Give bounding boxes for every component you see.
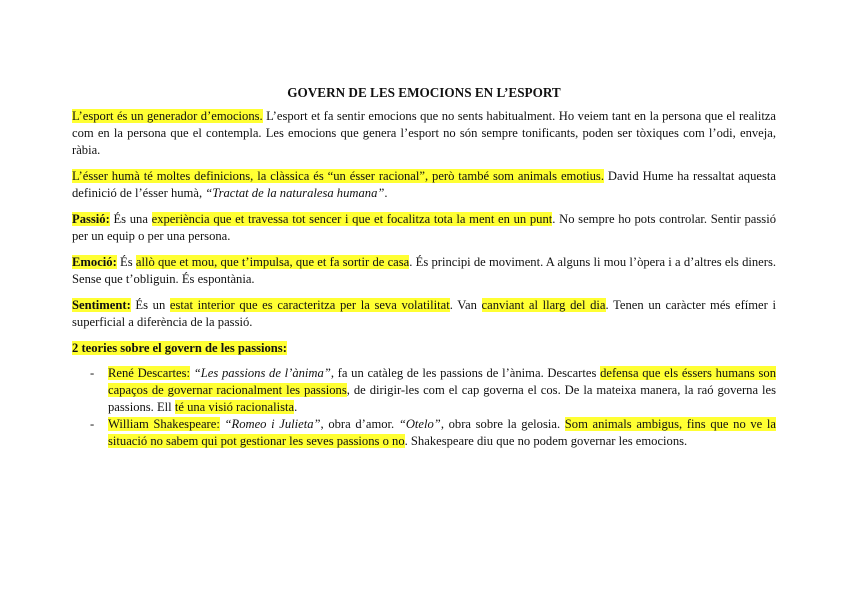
highlight: experiència que et travessa tot sencer i que et focalitza tota la ment en un punt (151, 212, 553, 226)
author-name: René Descartes: (108, 366, 191, 380)
text: . És principi de moviment. A alguns li mou l’òpera i a d’altres els diners. Sense que t’obliguin. És espontània. (72, 255, 777, 286)
term-emocio: Emoció: (72, 255, 117, 269)
author-name: William Shakespeare: (108, 417, 220, 431)
paragraph-sentiment (72, 297, 776, 331)
highlight: L’esport és un generador d’emocions. (72, 109, 263, 123)
text: És (116, 255, 136, 269)
highlight: Som animals ambigus, fins que no ve la situació no sabem qui pot gestionar les seves passions o no (108, 417, 776, 448)
paragraph-esser-huma (72, 168, 776, 202)
theories-list (72, 365, 776, 450)
text: L’esport et fa sentir emocions que no sents habitualment. Ho veiem tant en la persona que el realitza com en la persona que el contempla. Les emocions que genera l’esport no són sempre tonificants, poden ser tòxiques com l’odi, enveja, ràbia. (72, 109, 776, 157)
text: , obra d’amor. (320, 417, 399, 431)
highlight: canviant al llarg del dia (481, 298, 606, 312)
paragraph-passio (72, 211, 776, 245)
list-item-descartes (108, 365, 776, 416)
term-passio: Passió: (72, 212, 110, 226)
text: . Van (449, 298, 482, 312)
paragraph-esport (72, 108, 776, 159)
text: És un (130, 298, 170, 312)
theories-heading-text: 2 teories sobre el govern de les passions: (72, 341, 287, 355)
highlight: allò que et mou, que t’impulsa, que et fa sortir de casa (135, 255, 410, 269)
theories-heading (72, 340, 776, 357)
paragraph-emocio (72, 254, 776, 288)
text: . Tenen un caràcter més efímer i superficial a diferència de la passió. (72, 298, 776, 329)
text: . No sempre ho pots controlar. Sentir passió per un equip o per una persona. (72, 212, 776, 243)
highlight: estat interior que es caracteritza per la seva volatilitat (169, 298, 450, 312)
text: David Hume ha ressaltat aquesta definició de l’ésser humà, (72, 169, 776, 200)
list-item-shakespeare (108, 416, 776, 450)
text: . (294, 400, 298, 414)
highlight: té una visió racionalista (174, 400, 295, 414)
document-title: GOVERN DE LES EMOCIONS EN L’ESPORT (287, 85, 561, 100)
highlight: defensa que els éssers humans son capaços de governar racionalment les passions (108, 366, 776, 397)
text: , fa un catàleg de les passions de l’ànima. Descartes (330, 366, 601, 380)
text: , de dirigir-les com el cap governa el cos. De la mateixa manera, la raó governa les passions. Ell (108, 383, 776, 414)
work-title: “Les passions de l’ànima” (193, 366, 331, 380)
book-title: “Tractat de la naturalesa humana” (205, 186, 385, 200)
work-title: “Otelo” (398, 417, 441, 431)
work-title: “Romeo i Julieta” (224, 417, 321, 431)
highlight: L’ésser humà té moltes definicions, la clàssica és “un ésser racional”, però també som animals emotius. (72, 169, 604, 183)
text: . Shakespeare diu que no podem governar les emocions. (404, 434, 688, 448)
text: , obra sobre la gelosia. (440, 417, 565, 431)
term-sentiment: Sentiment: (72, 298, 131, 312)
text: És una (109, 212, 152, 226)
text: . (384, 186, 388, 200)
